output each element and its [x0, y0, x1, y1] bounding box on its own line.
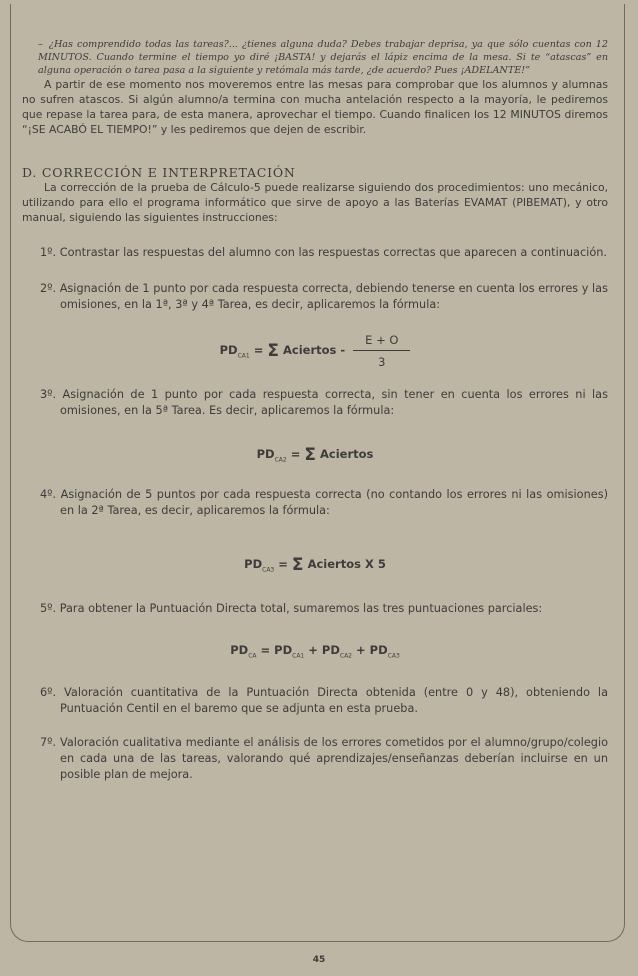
document-content	[22, 38, 608, 783]
formula-pd-ca2: $PD_{CA2} = \Sigma$ Aciertos	[256, 445, 374, 465]
formula-pd-total: $PD_{CA} = PD_{CA1} + PD_{CA2} + PD_{CA3}$	[230, 643, 400, 660]
formula-lhs: $PD_{CA1} = \Sigma$ Aciertos -	[219, 341, 346, 361]
page-number: 45	[312, 955, 326, 965]
step-5: 5º. Para obtener la Puntuación Directa total, sumaremos las tres puntuaciones parciales:	[40, 602, 543, 615]
intro-quote: – ¿Has comprendido todas las tareas?... ¿tienes alguna duda? Debes trabajar deprisa, ya que sólo cuentas con 12 MINUTOS. Cuando termine el tiempo yo diré ¡BASTA! y dejarás el lápiz encima de la mesa. Si te “atascas” en alguna operación o tarea pasa a la siguiente y retómala más tarde, ¿de acuerdo? Pues ¡ADELANTE!”	[38, 39, 608, 76]
step-7: 7º. Valoración cualitativa mediante el análisis de los errores cometidos por el alumno/grupo/colegio en cada una de las tareas, valorando qué aprendizajes/enseñanzas deberían incluirse en un posible plan de mejora.	[40, 736, 608, 782]
paragraph-correction-intro: La corrección de la prueba de Cálculo-5 puede realizarse siguiendo dos procedimientos: uno mecánico, utilizando para ello el programa informático que sirve de apoyo a las Baterías EVAMAT (PIBEMAT), y otro manual, siguiendo las siguientes instrucciones:	[22, 181, 608, 224]
step-3: 3º. Asignación de 1 punto por cada respuesta correcta, sin tener en cuenta los errores ni las omisiones, en la 5ª Tarea. Es decir, aplicaremos la fórmula:	[40, 388, 608, 417]
step-2: 2º. Asignación de 1 punto por cada respuesta correcta, debiendo tenerse en cuenta los errores y las omisiones, en la 1ª, 3ª y 4ª Tarea, es decir, aplicaremos la fórmula:	[40, 282, 608, 311]
fraction-numerator: E + O	[353, 333, 410, 351]
section-title: D. CORRECCIÓN E INTERPRETACIÓN	[22, 165, 296, 180]
step-6: 6º. Valoración cuantitativa de la Puntuación Directa obtenida (entre 0 y 48), obteniendo la Puntuación Centil en el baremo que se adjunta en esta prueba.	[40, 686, 608, 716]
formula-pd-ca3: $PD_{CA3} = \Sigma$ Aciertos X 5	[244, 555, 386, 575]
paragraph-monitoring: A partir de ese momento nos moveremos entre las mesas para comprobar que los alumnos y alumnas no sufren atascos. Si algún alumno/a termina con mucha antelación respecto a la mayoría, le pediremos que repase la tarea para, de esta manera, aprovechar el tiempo. Cuando finalicen los 12 MINUTOS diremos “¡SE ACABÓ EL TIEMPO!” y les pediremos que dejen de escribir.	[22, 78, 608, 136]
step-1: 1º. Contrastar las respuestas del alumno con las respuestas correctas que aparecen a continuación.	[40, 246, 607, 259]
fraction-denominator: 3	[378, 355, 386, 369]
step-4: 4º. Asignación de 5 puntos por cada respuesta correcta (no contando los errores ni las omisiones) en la 2ª Tarea, es decir, aplicaremos la fórmula:	[40, 488, 608, 517]
formula-fraction	[353, 333, 410, 369]
formula-pd-ca1	[22, 333, 608, 369]
